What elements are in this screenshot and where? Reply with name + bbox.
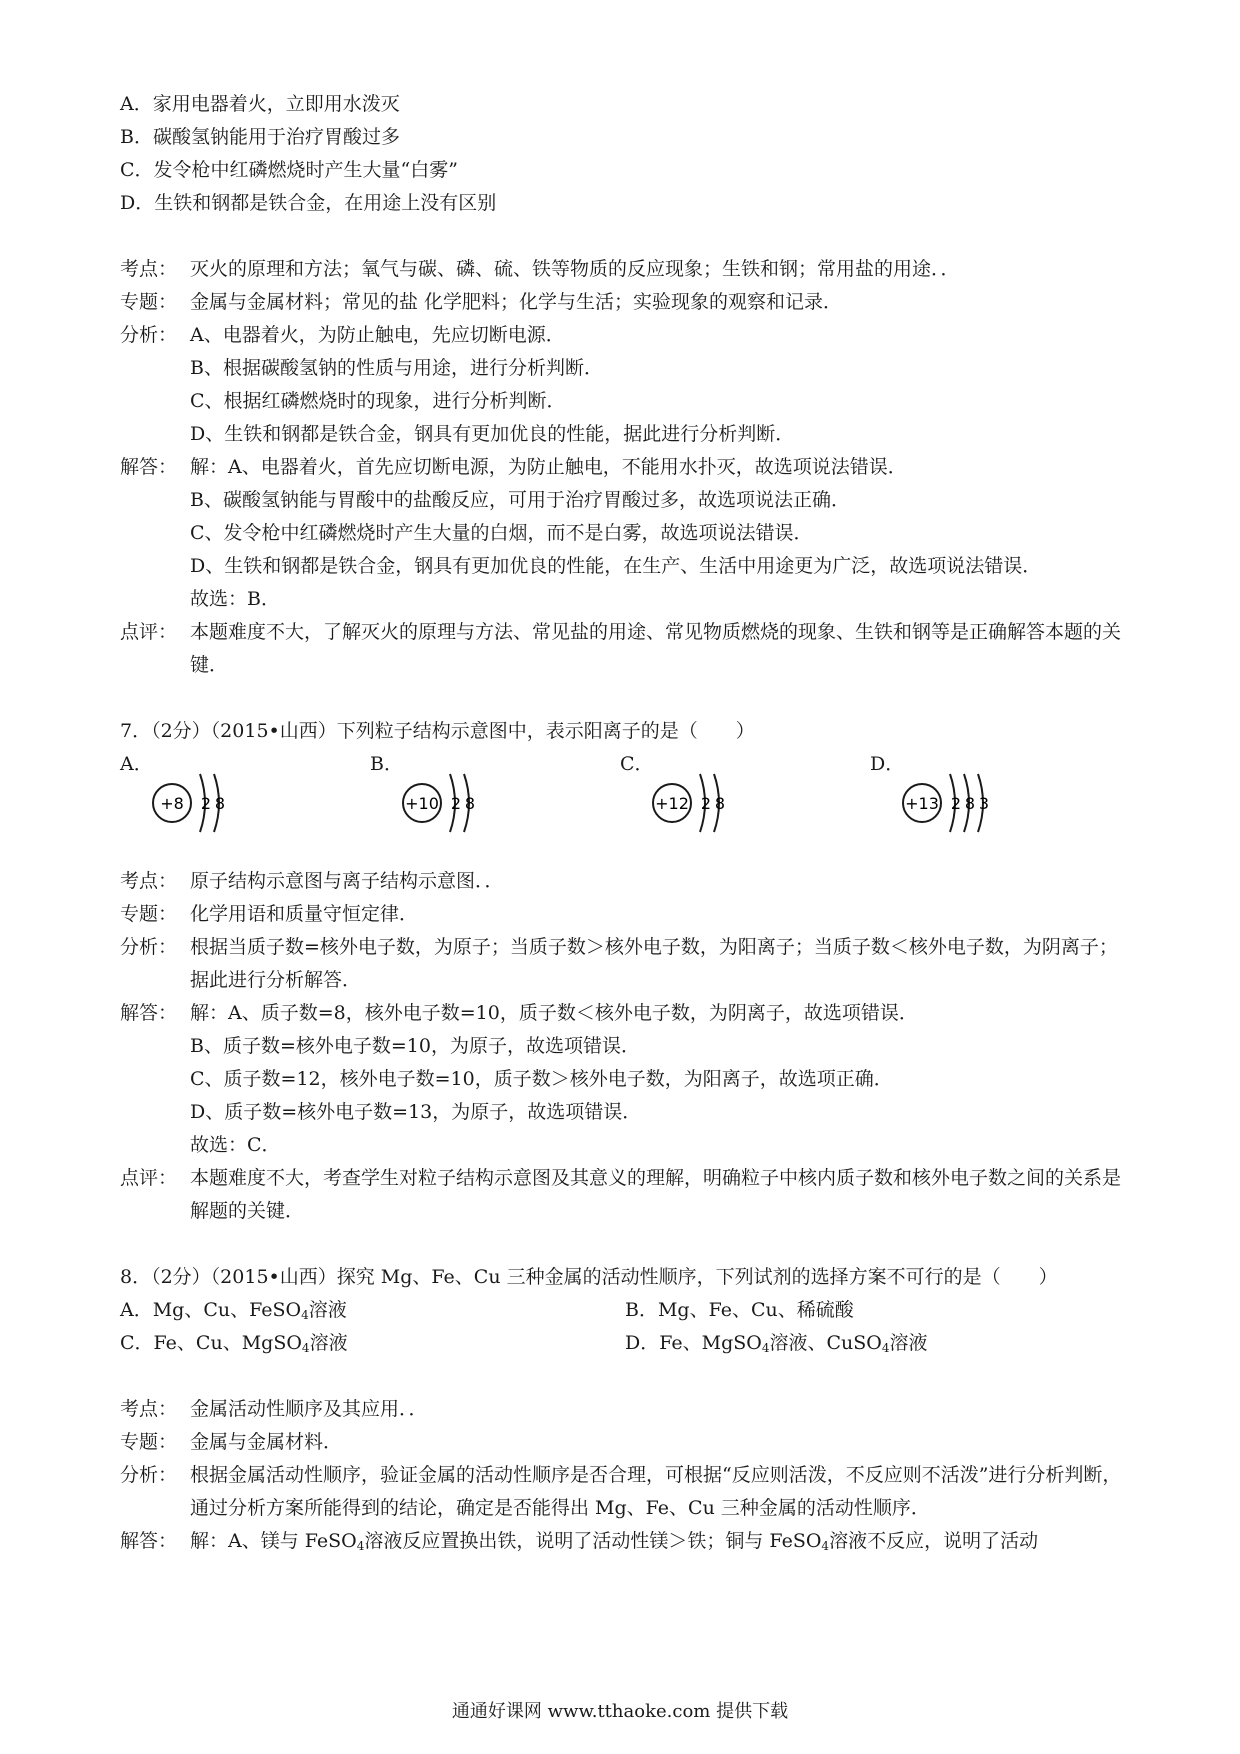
q8-option-d: D．Fe、MgSO$_4$溶液、CuSO$_4$溶液 [625, 1332, 928, 1355]
atom-structure-diagram [870, 748, 1110, 843]
q8-zhuanti [120, 1426, 1130, 1459]
shell-electrons: 8 [714, 794, 726, 813]
q7-diagram-d [870, 748, 1110, 843]
fenxi-text: A、电器着火，为防止触电，先应切断电源． [190, 324, 565, 346]
shell-electrons: 2 [700, 794, 712, 813]
q7-fenxi [120, 931, 1130, 997]
q7-dianping [120, 1162, 1130, 1228]
q6-option-c: C．发令枪中红磷燃烧时产生大量“白雾” [120, 159, 458, 181]
kaodian-text: 原子结构示意图与离子结构示意图．． [190, 870, 504, 892]
zhuanti-label: 专题： [120, 903, 178, 925]
q8-options-row-1 [120, 1294, 1130, 1327]
diagram-letter: B． [370, 753, 403, 775]
zhuanti-label: 专题： [120, 1431, 178, 1453]
jieda-label: 解答： [120, 456, 178, 478]
q7-jieda-line: D、质子数=核外电子数=13，为原子，故选项错误． [190, 1101, 642, 1123]
q8-option-a: A．Mg、Cu、FeSO$_4$溶液 [120, 1299, 347, 1322]
q8-stem: 8．（2分）（2015•山西）探究 Mg、Fe、Cu 三种金属的活动性顺序，下列试剂的选择方案不可行的是（ ） [120, 1266, 1058, 1288]
q6-fenxi-line: B、根据碳酸氢钠的性质与用途，进行分析判断． [190, 357, 603, 379]
q6-fenxi-line: C、根据红磷燃烧时的现象，进行分析判断． [190, 390, 566, 412]
q6-dianping [120, 616, 1130, 682]
q8-option-c: C．Fe、Cu、MgSO$_4$溶液 [120, 1332, 348, 1355]
jieda-label: 解答： [120, 1530, 178, 1552]
q6-jieda-line: B、碳酸氢钠能与胃酸中的盐酸反应，可用于治疗胃酸过多，故选项说法正确． [190, 489, 850, 511]
dianping-label: 点评： [120, 1167, 178, 1189]
jieda-text: 解：A、电器着火，首先应切断电源，为防止触电，不能用水扑灭，故选项说法错误． [190, 456, 907, 478]
q6-option-a: A．家用电器着火，立即用水泼灭 [120, 93, 400, 115]
kaodian-label: 考点： [120, 870, 178, 892]
kaodian-text: 灭火的原理和方法；氧气与碳、磷、硫、铁等物质的反应现象；生铁和钢；常用盐的用途．． [190, 258, 960, 280]
q6-jieda-line: D、生铁和钢都是铁合金，钢具有更加优良的性能，在生产、生活中用途更为广泛，故选项说法错误． [190, 555, 1042, 577]
shell-electrons: 8 [214, 794, 226, 813]
atom-structure-diagram [620, 748, 860, 843]
jieda-text: 解：A、质子数=8，核外电子数=10，质子数＜核外电子数，为阴离子，故选项错误． [190, 1002, 918, 1024]
nucleus-charge: +10 [405, 794, 439, 813]
q6-answer: 故选：B． [190, 588, 280, 610]
jieda-text: 解：A、镁与 FeSO$_4$溶液反应置换出铁，说明了活动性镁＞铁；铜与 FeSO$_4$溶液不反应，说明了活动 [190, 1530, 1039, 1553]
q6-zhuanti [120, 286, 1130, 319]
q7-kaodian [120, 865, 1130, 898]
zhuanti-text: 金属与金属材料；常见的盐 化学肥料；化学与生活；实验现象的观察和记录． [190, 291, 843, 313]
kaodian-label: 考点： [120, 258, 178, 280]
zhuanti-text: 化学用语和质量守恒定律． [190, 903, 419, 925]
nucleus-charge: +13 [905, 794, 939, 813]
jieda-label: 解答： [120, 1002, 178, 1024]
fenxi-text: 根据当质子数=核外电子数，为原子；当质子数＞核外电子数，为阳离子；当质子数＜核外电子数，为阴离子；据此进行分析解答． [190, 936, 1118, 991]
q8-option-b: B．Mg、Fe、Cu、稀硫酸 [625, 1299, 854, 1321]
nucleus-charge: +8 [160, 794, 184, 813]
dianping-text: 本题难度不大，了解灭火的原理与方法、常见盐的用途、常见物质燃烧的现象、生铁和钢等是正确解答本题的关键． [190, 621, 1122, 676]
q7-diagram-row [120, 748, 1130, 843]
q6-kaodian [120, 253, 1130, 286]
shell-electrons: 2 [950, 794, 962, 813]
zhuanti-text: 金属与金属材料． [190, 1431, 343, 1453]
document-page [120, 88, 1130, 1558]
q8-jieda [120, 1525, 1130, 1558]
q6-fenxi-line: D、生铁和钢都是铁合金，钢具有更加优良的性能，据此进行分析判断． [190, 423, 795, 445]
q7-diagram-c [620, 748, 860, 843]
diagram-letter: D． [870, 753, 905, 775]
q7-stem: 7．（2分）（2015•山西）下列粒子结构示意图中，表示阳离子的是（ ） [120, 720, 755, 742]
atom-structure-diagram [370, 748, 610, 843]
q6-jieda [120, 451, 1130, 484]
q7-answer: 故选：C． [190, 1134, 281, 1156]
q8-options-row-2 [120, 1327, 1130, 1360]
dianping-text: 本题难度不大，考查学生对粒子结构示意图及其意义的理解，明确粒子中核内质子数和核外电子数之间的关系是解题的关键． [190, 1167, 1122, 1222]
diagram-letter: C． [620, 753, 654, 775]
q6-option-b: B．碳酸氢钠能用于治疗胃酸过多 [120, 126, 400, 148]
kaodian-label: 考点： [120, 1398, 178, 1420]
shell-electrons: 8 [464, 794, 476, 813]
kaodian-text: 金属活动性顺序及其应用．． [190, 1398, 428, 1420]
q6-jieda-line: C、发令枪中红磷燃烧时产生大量的白烟，而不是白雾，故选项说法错误． [190, 522, 813, 544]
dianping-label: 点评： [120, 621, 178, 643]
fenxi-label: 分析： [120, 936, 178, 958]
atom-structure-diagram [120, 748, 360, 843]
q7-jieda [120, 997, 1130, 1030]
shell-electrons: 3 [978, 794, 990, 813]
q7-jieda-line: B、质子数=核外电子数=10，为原子，故选项错误． [190, 1035, 640, 1057]
q8-fenxi [120, 1459, 1130, 1525]
shell-electrons: 8 [964, 794, 976, 813]
q7-zhuanti [120, 898, 1130, 931]
q6-fenxi [120, 319, 1130, 352]
shell-electrons: 2 [450, 794, 462, 813]
q8-kaodian [120, 1393, 1130, 1426]
q7-diagram-b [370, 748, 610, 843]
shell-electrons: 2 [200, 794, 212, 813]
q7-diagram-a [120, 748, 360, 843]
diagram-letter: A． [120, 753, 153, 775]
fenxi-label: 分析： [120, 1464, 178, 1486]
fenxi-label: 分析： [120, 324, 178, 346]
q7-jieda-line: C、质子数=12，核外电子数=10，质子数＞核外电子数，为阳离子，故选项正确． [190, 1068, 893, 1090]
fenxi-text: 根据金属活动性顺序，验证金属的活动性顺序是否合理，可根据“反应则活泼，不反应则不活泼”进行分析判断，通过分析方案所能得到的结论，确定是否能得出 Mg、Fe、Cu 三种金属的活动性顺序． [190, 1464, 1122, 1519]
nucleus-charge: +12 [655, 794, 689, 813]
q6-option-d: D．生铁和钢都是铁合金，在用途上没有区别 [120, 192, 497, 214]
zhuanti-label: 专题： [120, 291, 178, 313]
page-footer: 通通好课网 www.tthaoke.com 提供下载 [451, 1701, 789, 1722]
